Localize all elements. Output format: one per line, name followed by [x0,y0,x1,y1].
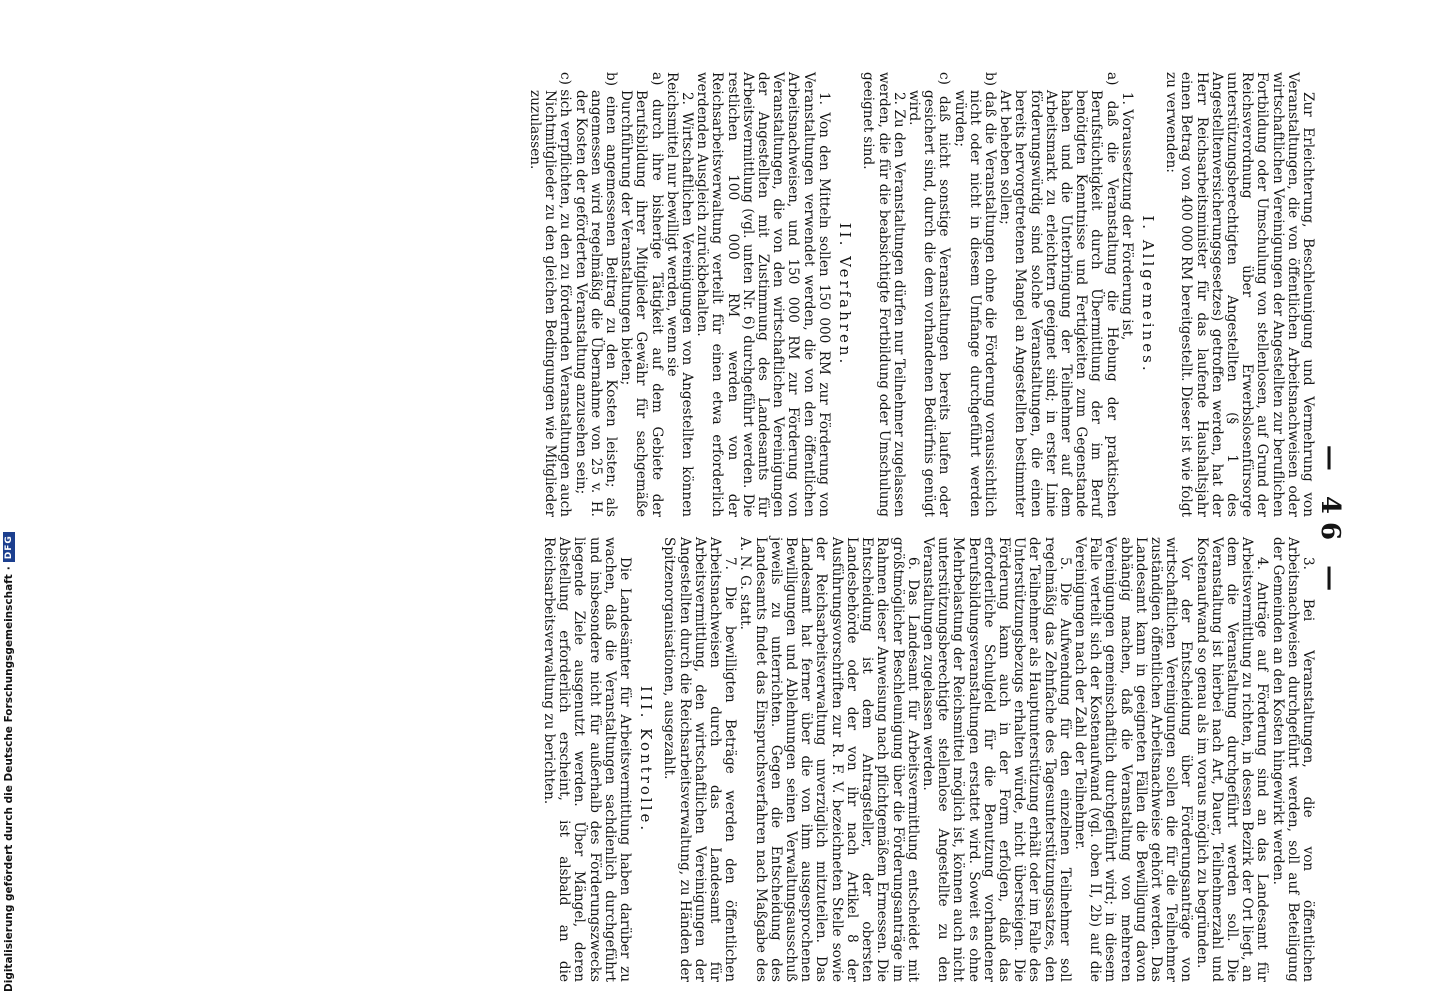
list-item: a) durch ihre bisherige Tätigkeit auf dem Gebiete der Berufsbildung ihrer Mitglieder Gewähr für sachgemäße Durchführung der Veranstaltungen bieten; [618,72,665,517]
paragraph: 2. Zu den Veranstaltungen dürfen nur Teilnehmer zugelassen werden, die für die beabsichtigte Fortbildung oder Umschulung geeignet sind. [860,72,907,517]
paragraph: 1. Voraussetzung der Förderung ist, [1118,92,1135,341]
intro-paragraph: Zur Erleichterung, Beschleunigung und Vermehrung von Veranstaltungen, die von öffentlichen Arbeitsnachweisen oder wirtschaftlichen Vereinigungen der Angestellten zur beruflichen Fortbildung oder Umschulung von stellenlosen, auf Grund der Reichsverordnung über Erwerbslosenfürsorge unterstützungsberechtigten Angestellten (§ 1 des Angestelltenversicherungsgesetzes) getroffen werden, hat der Herr Reichsarbeitsminister für das laufende Haushaltsjahr einen Betrag von 400 000 RM bereitgestellt. Dieser ist wie folgt zu verwenden: [1163,72,1316,517]
paragraph: 3. Bei Veranstaltungen, die von öffentlichen Arbeitsnachweisen durchgeführt werden, soll auf Beteiligung der Gemeinden an den Kosten hingewirkt werden. [1269,537,1316,982]
paragraph: 4. Anträge auf Förderung sind an das Landesamt für Arbeitsvermittlung zu richten, in dessen Bezirk der Ort liegt, an dem die Veranstaltung durchgeführt werden soll. Die Veranstaltung ist hierbei nach Art, Dauer, Teilnehmerzahl und Kostenaufwand so genau als im voraus möglich zu begründen. [1193,537,1271,982]
paragraph: 1. Von den Mitteln sollen 150 000 RM zur Förderung von Veranstaltungen verwendet werden, die von den öffentlichen Arbeitsnachweisen, und 150 000 RM zur Förderung von Veranstaltungen, die von den wirtschaftlichen Vereinigungen der Angestellten mit Zustimmung des Landesamts für Arbeitsvermittlung (vgl. unten Nr. 6) durchgeführt werden. Die restlichen 100 000 RM werden von der Reichsarbeitsverwaltung verteilt für einen etwa erforderlich werdenden Ausgleich zurückbehalten. [694,72,832,517]
list-item: b) einen angemessenen Beitrag zu den Kosten leisten; als angemessen wird regelmäßig die Übernahme von 25 v. H. der Kosten der geförderten Veranstaltung anzusehen sein; [572,72,620,517]
paragraph: Die Landesämter für Arbeitsvermittlung haben darüber zu wachen, daß die Veranstaltungen sachdienlich durchgeführt und insbesondere nicht für außerhalb des Förderungszwecks liegende Ziele ausgenutzt werden. Über Mängel, deren Abstellung erforderlich erscheint, ist alsbald an die Reichsarbeitsverwaltung zu berichten. [541,537,634,982]
credit-text: Digitalisierung gefördert durch die Deutsche Forschungsgemeinschaft [3,574,15,992]
paragraph: 7. Die bewilligten Beträge werden den öffentlichen Arbeitsnachweisen durch das Landesamt für Arbeitsvermittlung, den wirtschaftlichen Vereinigungen der Angestellten durch die Reichsarbeitsverwaltung, zu Händen der Spitzenorganisationen, ausgezahlt. [661,537,739,982]
left-column [527,72,1315,517]
section-heading-procedure: II. Verfahren. [836,222,855,367]
dfg-logo-icon: DFG [3,532,15,562]
paragraph: Vor der Entscheidung über Förderungsanträge von wirtschaftlichen Vereinigungen sollen die für die Teilnehmer zuständigen öffentlichen Arbeitsnachweise gehört werden. Das Landesamt kann in geeigneten Fällen die Bewilligung davon abhängig machen, daß die Veranstaltung von mehreren Vereinigungen gemeinschaftlich durchgeführt wird; in diesem Falle verteilt sich der Kostenaufwand (vgl. oben II, 2b) auf die Vereinigungen nach der Zahl der Teilnehmer. [1071,537,1195,982]
digitization-credit: Digitalisierung gefördert durch die Deutsche Forschungsgemeinschaft · DFG [3,532,15,992]
list-item: a) daß die Veranstaltung die Hebung der praktischen Berufstüchtigkeit durch Übermittlung der im Beruf benötigten Kenntnisse und Fertigkeiten zum Gegenstande haben und die Unterbringung der Teilnehmer auf dem Arbeitsmarkt zu erleichtern geeignet sind; in erster Linie förderungswürdig sind solche Veranstaltungen, die einen bereits hervorgetretenen Mangel an Angestellten bestimmter Art beheben sollen; [997,72,1120,517]
rotated-document-page [285,72,1345,982]
right-column [541,537,1315,982]
list-item: b) daß die Veranstaltungen ohne die Förderung voraussichtlich nicht oder nicht in diesem Umfange durchgeführt werden würden; [951,72,998,517]
list-item: c) sich verpflichten, zu den zu fördernden Veranstaltungen auch Nichtmitglieder zu den gleichen Bedingungen wie Mitglieder zuzulassen. [527,72,574,517]
paragraph: 5. Die Aufwendung für den einzelnen Teilnehmer soll regelmäßig das Zehnfache des Tagesunterstützungssatzes, den der Teilnehmer als Hauptunterstützung erhält oder im Falle des Unterstützungsbezugs erhalten würde, nicht übersteigen. Die Förderung kann auch in der Form erfolgen, daß das erforderliche Schulgeld für die Benutzung vorhandener Berufsbildungsveranstaltungen erstattet wird. Soweit es ohne Mehrbelastung der Reichsmittel möglich ist, können auch nicht unterstützungsberechtigte stellenlose Angestellte zu den Veranstaltungen zugelassen werden. [919,537,1073,982]
section-heading-general: I. Allgemeines. [1138,215,1157,374]
paragraph: 6. Das Landesamt für Arbeitsvermittlung entscheidet mit größtmöglicher Beschleunigung über die Förderungsanträge im Rahmen dieser Anweisung nach pflichtgemäßem Ermessen. Die Entscheidung ist dem Antragsteller, der obersten Landesbehörde oder der von ihr nach Artikel 8 der Ausführungsvorschriften zur R. F. V. bezeichneten Stelle sowie der Reichsarbeitsverwaltung unverzüglich mitzuteilen. Das Landesamt hat ferner über die von ihm ausgesprochenen Bewilligungen und Ablehnungen seinen Verwaltungsausschuß jeweils zu unterrichten. Gegen die Entscheidung des Landesamts findet das Einspruchsverfahren nach Maßgabe des A. N. G. statt. [737,537,921,982]
list-item: c) daß nicht sonstige Veranstaltungen bereits laufen oder gesichert sind, durch die dem vorhandenen Bedürfnis genügt wird. [905,72,953,517]
section-heading-control: III. Kontrolle. [637,685,656,834]
page-number: — 46 — [1315,444,1345,600]
paragraph: 2. Wirtschaftlichen Vereinigungen von Angestellten können Reichsmittel nur bewilligt werden, wenn sie [663,72,696,517]
